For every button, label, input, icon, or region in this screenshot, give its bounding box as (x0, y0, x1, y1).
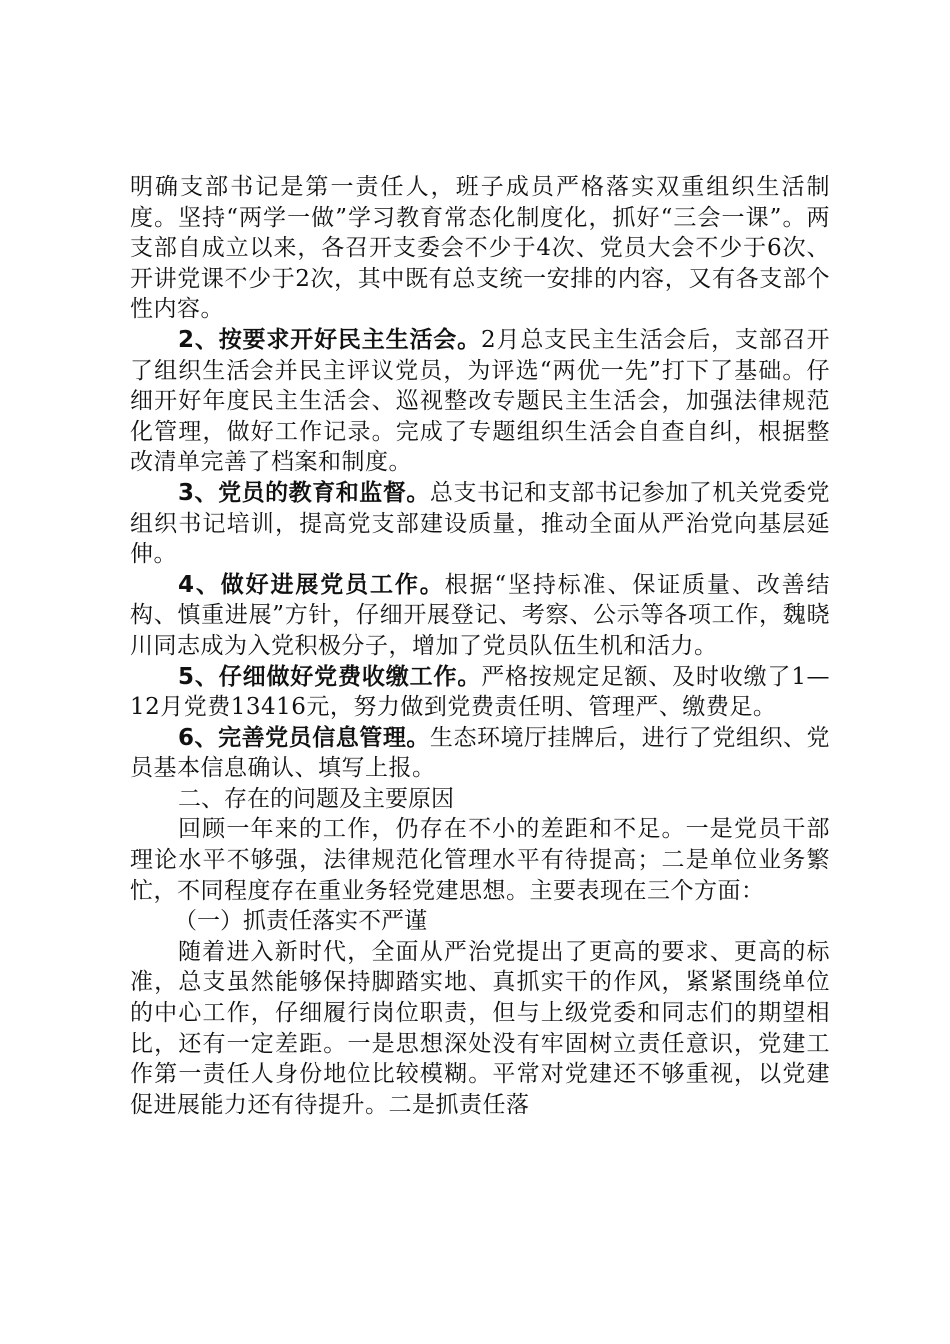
item-info-management (130, 723, 830, 784)
item-lead: 5、仔细做好党费收缴工作。 (178, 663, 482, 690)
section-intro: 回顾一年来的工作，仍存在不小的差距和不足。一是党员干部理论水平不够强，法律规范化管理水平有待提高；二是单位业务繁忙，不同程度存在重业务轻党建思想。主要表现在三个方面： (130, 816, 830, 904)
item-lead: 6、完善党员信息管理。 (178, 724, 430, 751)
item-lead: 4、做好进展党员工作。 (178, 571, 445, 598)
item-lead: 2、按要求开好民主生活会。 (178, 326, 482, 353)
subsection-body: 随着进入新时代，全面从严治党提出了更高的要求、更高的标准，总支虽然能够保持脚踏实地、真抓实干的作风，紧紧围绕单位的中心工作，仔细履行岗位职责，但与上级党委和同志们的期望相比，还有一定差距。一是思想深处没有牢固树立责任意识，党建工作第一责任人身份地位比较模糊。平常对党建还不够重视，以党建促进展能力还有待提升。二是抓责任落 (130, 938, 830, 1118)
item-education (130, 478, 830, 570)
item-meeting (130, 325, 830, 478)
item-body: 严格按规定足额、及时收缴了1—12月党费13416元，努力做到党费责任明、管理严、缴费足。 (130, 663, 830, 721)
section-heading: 二、存在的问题及主要原因 (178, 785, 454, 812)
item-recruitment (130, 570, 830, 662)
item-body: 根据“坚持标准、保证质量、改善结构、慎重进展”方针，仔细开展登记、考察、公示等各项工作，魏晓川同志成为入党积极分子，增加了党员队伍生机和活力。 (130, 571, 830, 659)
item-body: 总支书记和支部书记参加了机关党委党组织书记培训，提高党支部建设质量，推动全面从严治党向基层延伸。 (130, 479, 830, 568)
item-lead: 3、党员的教育和监督。 (178, 479, 430, 506)
item-body: 2月总支民主生活会后，支部召开了组织生活会并民主评议党员，为评选“两优一先”打下了基础。仔细开好年度民主生活会、巡视整改专题民主生活会，加强法律规范化管理，做好工作记录。完成了专题组织生活会自查自纠，根据整改清单完善了档案和制度。 (130, 326, 830, 476)
item-dues (130, 662, 830, 723)
item-body: 生态环境厅挂牌后，进行了党组织、党员基本信息确认、填写上报。 (130, 724, 830, 782)
document-body (130, 172, 830, 1120)
paragraph-continuation: 明确支部书记是第一责任人，班子成员严格落实双重组织生活制度。坚持“两学一做”学习教育常态化制度化，抓好“三会一课”。两支部自成立以来，各召开支委会不少于4次、党员大会不少于6次、开讲党课不少于2次，其中既有总支统一安排的内容，又有各支部个性内容。 (130, 174, 830, 323)
subsection-heading: （一）抓责任落实不严谨 (174, 908, 427, 935)
